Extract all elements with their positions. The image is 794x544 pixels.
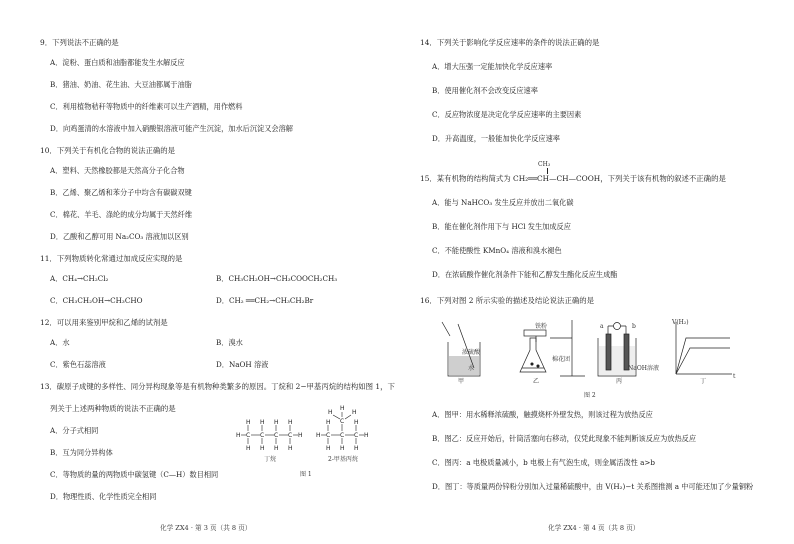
q15-stem: 15．某有机物的结构简式为 CH₂══CH—CH—COOH，下列关于该有机物的叙述不正确的是 [420,174,726,183]
svg-text:C: C [274,432,279,439]
svg-text:H: H [364,432,369,439]
fig2-label-a: a [600,323,604,330]
q9-option-b: B．猪油、奶油、花生油、大豆油都属于油脂 [50,80,192,89]
q14-stem: 14．下列关于影响化学反应速率的条件的说法正确的是 [420,38,600,47]
q16-option-d: D．图丁：等质量两份锌粉分别加入过量稀硫酸中，由 V(H₂)−t 关系图推测 a 中可能还加了少量铜粉 [432,482,754,491]
q10-option-d: D．乙酸和乙醇可用 Na₂CO₃ 溶液加以区别 [50,232,189,241]
q14-option-d: D．升高温度，一般能加快化学反应速率 [432,134,560,143]
svg-text:H: H [354,445,359,452]
fig2-label-axis-y: V(H₂) [672,319,689,326]
fig2-label-yi: 乙 [533,378,540,385]
figure-1-caption: 图 1 [300,471,312,478]
q15-option-c: C．不能使酸性 KMnO₄ 溶液和溴水褪色 [432,246,562,255]
figure-2-caption: 图 2 [584,392,596,399]
fig2-label-dilute-acid: 浓硫酸 [462,349,481,356]
svg-text:H: H [298,432,303,439]
svg-text:C: C [354,432,359,439]
q11-option-d: D．CH₂ ══CH₂→CH₃CH₂Br [216,296,314,305]
figure-2-experiments [440,316,740,382]
q16-option-a: A．图甲：用水稀释浓硫酸，触摸烧杯外壁发热，则该过程为放热反应 [432,410,653,419]
q12-option-a: A．水 [50,338,70,347]
q16-option-c: C．图丙：a 电极质量减小，b 电极上有气泡生成，则金属活泼性 a>b [432,458,656,467]
q16-stem: 16．下列对图 2 所示实验的描述及结论说法正确的是 [420,296,595,305]
q15-substituent: CH₃ [538,161,551,168]
fig2-label-water: 水 [468,365,475,372]
q13-stem-line1: 13．碳原子成键的多样性、同分异构现象等是有机物种类繁多的原因。丁烷和 2−甲基丙烷的结构如图 1，下 [40,382,395,391]
q12-stem: 12．可以用来鉴别甲烷和乙烯的试剂是 [40,318,168,327]
svg-text:H: H [260,419,265,426]
figure-1-label-butane: 丁烷 [264,456,277,463]
q15-option-a: A．能与 NaHCO₃ 发生反应并放出二氧化碳 [432,198,574,207]
fig2-label-axis-x: t [733,373,736,380]
q13-stem-line2: 列关于上述两种物质的说法不正确的是 [50,404,176,413]
right-page-footer: 化学 ZX4 · 第 4 页（共 8 页） [548,524,640,532]
fig2-label-cotton: 棉花团 [552,356,571,363]
svg-text:H: H [326,445,331,452]
fig2-label-b: b [632,323,636,330]
svg-text:H: H [274,445,279,452]
q11-stem: 11．下列物质转化常通过加成反应实现的是 [40,254,183,263]
fig2-label-ding: 丁 [700,378,707,385]
q15-option-d: D．在浓硫酸作催化剂条件下能和乙醇发生酯化反应生成酯 [432,270,618,279]
svg-text:H: H [246,419,251,426]
q12-option-d: D．NaOH 溶液 [216,360,269,369]
q9-stem: 9．下列说法不正确的是 [40,38,119,47]
svg-text:H: H [288,445,293,452]
q13-option-d: D．物理性质、化学性质完全相同 [50,492,157,501]
svg-text:H: H [340,445,345,452]
q13-option-c: C．等物质的量的两物质中碳氢键（C—H）数目相同 [50,470,219,479]
svg-text:H: H [316,432,321,439]
svg-text:H: H [246,445,251,452]
q10-option-b: B．乙烯、聚乙烯和苯分子中均含有碳碳双键 [50,188,192,197]
q15-option-b: B．能在催化剂作用下与 HCl 发生加成反应 [432,222,571,231]
fig2-label-jia: 甲 [458,378,465,385]
svg-text:C: C [288,432,293,439]
figure-1-label-methylpropane: 2-甲基丙烷 [328,456,358,463]
q9-option-c: C．利用植物秸秆等物质中的纤维素可以生产酒精，用作燃料 [50,102,243,111]
q9-option-d: D．向鸡蛋清的水溶液中加入硝酸银溶液可能产生沉淀，加水后沉淀又会溶解 [50,124,293,133]
q14-option-a: A．增大压强一定能加快化学反应速率 [432,62,553,71]
left-page-footer: 化学 ZX4 · 第 3 页（共 8 页） [160,524,252,532]
svg-text:H: H [340,405,345,412]
q12-option-b: B．溴水 [216,338,243,347]
q16-option-b: B．图乙：反应开始后，针筒活塞向右移动，仅凭此现象不能判断该反应为放热反应 [432,434,697,443]
q12-option-c: C．紫色石蕊溶液 [50,360,106,369]
svg-text:H: H [236,432,241,439]
svg-text:C: C [340,432,345,439]
svg-text:H: H [328,409,333,416]
q10-option-a: A．塑料、天然橡胶都是天然高分子化合物 [50,166,185,175]
fig2-label-naoh: NaOH溶液 [628,365,659,372]
q14-option-c: C．反应物浓度是决定化学反应速率的主要因素 [432,110,582,119]
svg-text:C: C [260,432,265,439]
svg-text:C: C [326,432,331,439]
svg-text:H: H [274,419,279,426]
svg-text:H: H [326,419,331,426]
fig2-label-rod: 铁粉 [535,323,548,330]
q9-option-a: A．淀粉、蛋白质和油脂都能发生水解反应 [50,58,185,67]
svg-text:C: C [340,418,345,425]
svg-text:H: H [354,419,359,426]
svg-text:H: H [352,409,357,416]
q13-option-a: A．分子式相同 [50,426,99,435]
q10-option-c: C．棉花、羊毛、涤纶的成分均属于天然纤维 [50,210,193,219]
svg-text:H: H [260,445,265,452]
q10-stem: 10．下列关于有机化合物的说法正确的是 [40,146,176,155]
q11-option-b: B．CH₃CH₂OH→CH₃COOCH₂CH₃ [216,274,338,283]
q14-option-b: B．使用催化剂不会改变反应速率 [432,86,538,95]
q13-option-b: B．互为同分异构体 [50,448,113,457]
svg-text:C: C [246,432,251,439]
q11-option-c: C．CH₃CH₂OH→CH₃CHO [50,296,143,305]
fig2-label-bing: 丙 [616,378,623,385]
figure-1-structures [236,404,376,476]
svg-text:H: H [288,419,293,426]
q11-option-a: A．CH₄→CH₂Cl₂ [50,274,109,283]
